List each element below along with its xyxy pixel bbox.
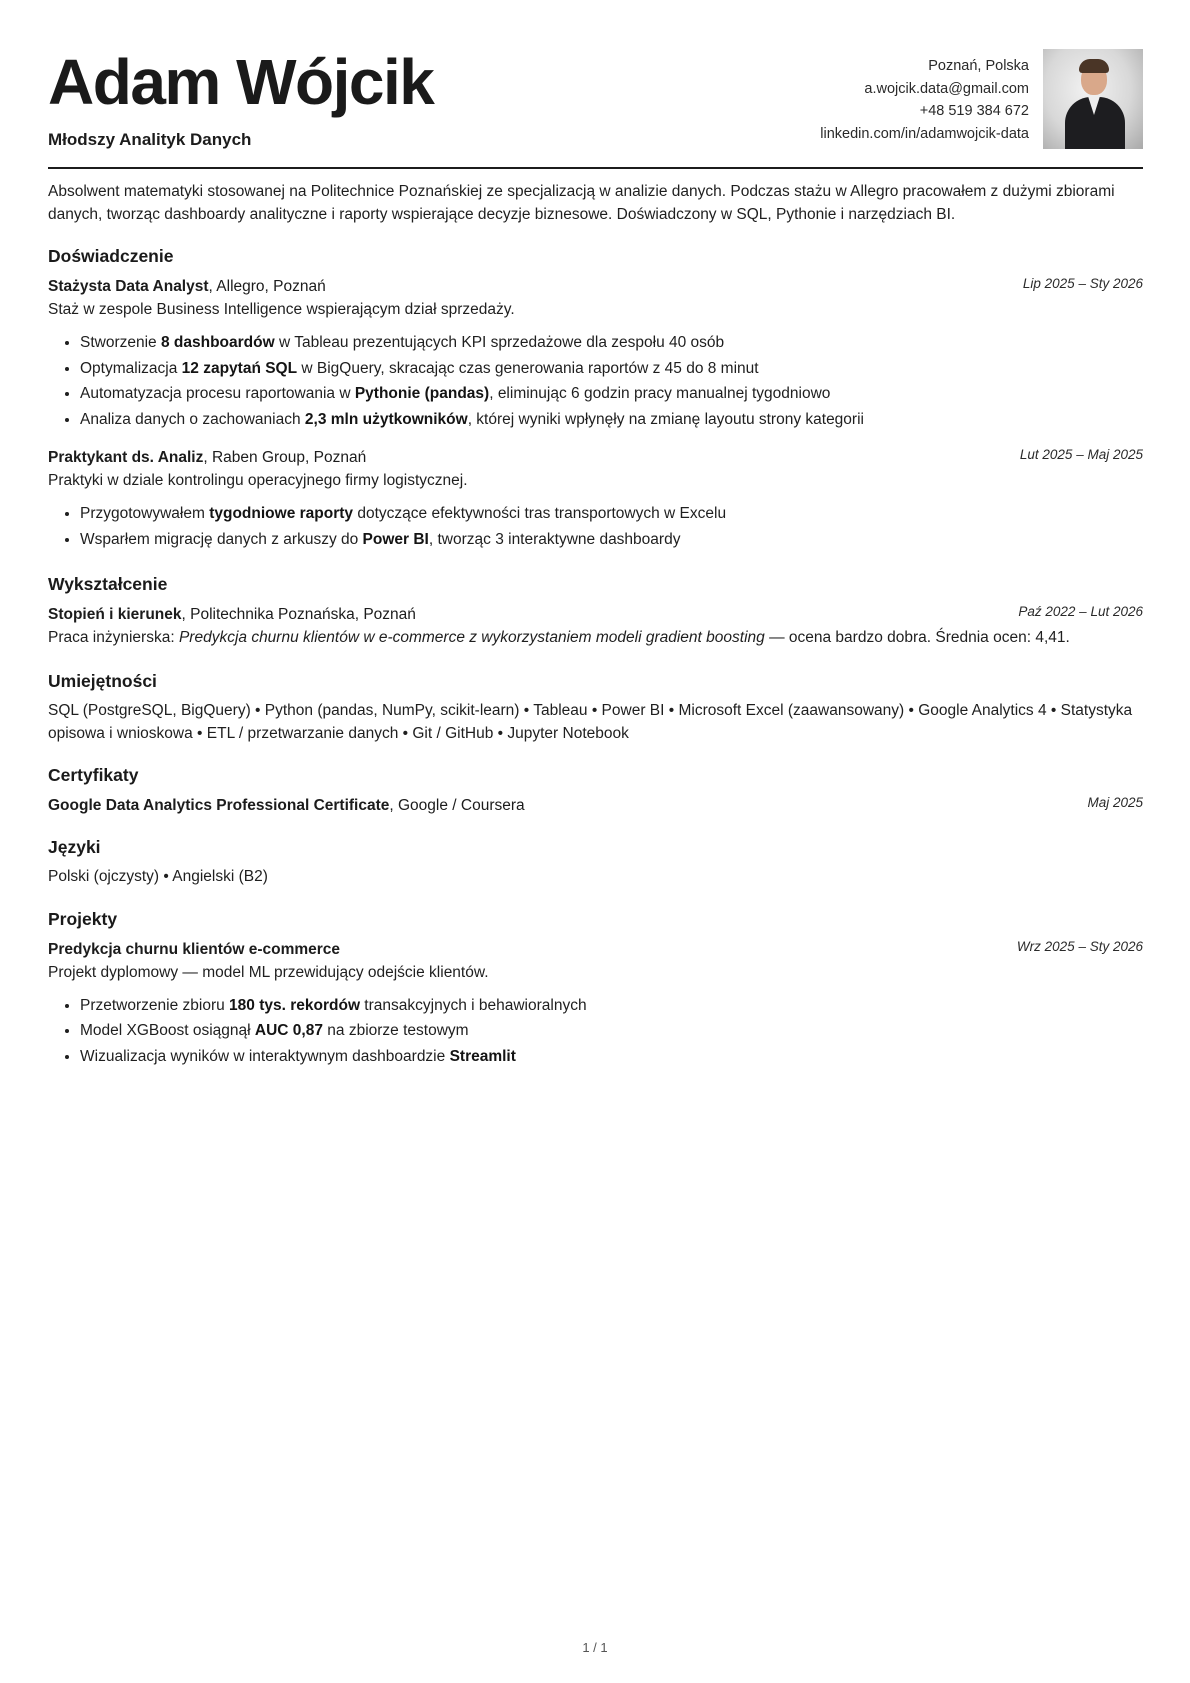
emphasis-text: Streamlit: [449, 1047, 516, 1065]
resume-header: [48, 0, 1143, 169]
section-title: Języki: [48, 837, 101, 857]
emphasis-text: 12 zapytań SQL: [181, 359, 298, 377]
degree-name: Stopień i kierunek: [48, 606, 182, 623]
text-run: Praca inżynierska:: [48, 629, 179, 646]
languages-list: Polski (ojczysty) • Angielski (B2): [48, 868, 268, 885]
text-run: , tworząc 3 interaktywne dashboardy: [428, 530, 681, 548]
entry-heading: [48, 794, 1143, 817]
experience-entry: [48, 446, 1143, 552]
job-organization: , Raben Group, Poznań: [203, 449, 367, 466]
text-run: Model XGBoost osiągnął: [80, 1022, 255, 1039]
text-run: w Tableau prezentujących KPI sprzedażowe dla zespołu 40 osób: [274, 334, 725, 351]
entry-heading: [48, 938, 1143, 961]
text-run: Wizualizacja wyników w interaktywnym dashboardzie: [80, 1047, 450, 1065]
text-run: transakcyjnych i behawioralnych: [360, 996, 587, 1014]
job-description: Staż w zespole Business Intelligence wspierającym dział sprzedaży.: [48, 301, 515, 318]
contact-email[interactable]: a.wojcik.data@gmail.com: [864, 80, 1029, 97]
text-run: Analiza danych o zachowaniach: [80, 410, 305, 428]
section-title: Umiejętności: [48, 671, 157, 691]
text-run: , której wyniki wpłynęły na zmianę layoutu strony kategorii: [467, 410, 864, 428]
text-run: Wsparłem migrację danych z arkuszy do: [80, 530, 363, 548]
job-position: Praktykant ds. Analiz: [48, 449, 204, 466]
section-title: Doświadczenie: [48, 246, 174, 266]
project-description: Projekt dyplomowy — model ML przewidujący odejście klientów.: [48, 963, 489, 981]
candidate-role: Młodszy Analityk Danych: [48, 130, 252, 149]
emphasis-text: Power BI: [362, 530, 429, 548]
entry-heading: [48, 446, 1143, 469]
education-dates: Paź 2022 – Lut 2026: [1018, 604, 1143, 619]
resume-page: [48, 0, 1143, 1077]
education-entry: [48, 603, 1143, 649]
project-name: Predykcja churnu klientów e-commerce: [48, 940, 341, 958]
text-run: w BigQuery, skracając czas generowania raportów z 45 do 8 minut: [297, 359, 759, 377]
text-run: — ocena bardzo dobra. Średnia ocen: 4,41.: [764, 629, 1070, 646]
certificate-entry: [48, 794, 1143, 817]
text-run: Optymalizacja: [80, 359, 182, 377]
job-organization: , Allegro, Poznań: [208, 278, 326, 295]
profile-photo: [1043, 49, 1143, 149]
section-certificates: [48, 765, 1143, 817]
achievement-list: [48, 501, 1143, 552]
skills-list: SQL (PostgreSQL, BigQuery) • Python (pandas, NumPy, scikit-learn) • Tableau • Power BI • Microsoft Excel (zaawansowany) • Google Analytics 4 • Statystyka opisowa i wnioskowa • ETL / przetwarzanie danych • Git / GitHub • Jupyter Notebook: [48, 702, 1133, 742]
achievement-list: [48, 330, 1143, 432]
emphasis-text: 8 dashboardów: [160, 334, 275, 351]
contact-info: [820, 55, 1029, 145]
school-name: , Politechnika Poznańska, Poznań: [181, 606, 416, 623]
entry-heading: [48, 603, 1143, 626]
text-run: Przygotowywałem: [80, 505, 210, 522]
thesis-description: [48, 626, 1143, 649]
project-entry: [48, 938, 1143, 1070]
section-projects: [48, 909, 1143, 1070]
emphasis-text: 180 tys. rekordów: [229, 996, 360, 1014]
text-run: Automatyzacja procesu raportowania w: [80, 385, 355, 402]
emphasis-text: tygodniowe raporty: [209, 505, 354, 522]
job-dates: Lut 2025 – Maj 2025: [1019, 447, 1143, 462]
section-languages: [48, 837, 1143, 889]
job-description: Praktyki w dziale kontrolingu operacyjnego firmy logistycznej.: [48, 472, 468, 489]
achievement-item: [80, 407, 1143, 433]
candidate-name: Adam Wójcik: [48, 46, 434, 118]
section-experience: [48, 246, 1143, 552]
section-title: Certyfikaty: [48, 765, 139, 785]
profile-summary: Absolwent matematyki stosowanej na Politechnice Poznańskiej ze specjalizacją w analizie danych. Podczas stażu w Allegro pracowałem z dużymi zbiorami danych, tworząc dashboardy analityczne i raporty wspierające decyzje biznesowe. Doświadczony w SQL, Pythonie i narzędziach BI.: [48, 183, 1115, 223]
entry-heading: [48, 275, 1143, 298]
achievement-item: [80, 356, 1143, 382]
achievement-item: [80, 501, 1143, 527]
contact-location: Poznań, Polska: [928, 58, 1029, 74]
emphasis-text: AUC 0,87: [254, 1022, 323, 1039]
emphasis-text: 2,3 mln użytkowników: [304, 410, 468, 428]
achievement-item: [80, 993, 1143, 1019]
section-title: Projekty: [48, 908, 118, 929]
job-dates: Lip 2025 – Sty 2026: [1022, 276, 1143, 291]
section-skills: [48, 671, 1143, 745]
job-position: Stażysta Data Analyst: [48, 278, 209, 295]
emphasis-text: Pythonie (pandas): [354, 385, 490, 402]
achievement-item: [80, 330, 1143, 356]
text-run: na zbiorze testowym: [322, 1022, 469, 1039]
text-run: dotyczące efektywności tras transportowych w Excelu: [353, 505, 727, 522]
text-run: Stworzenie: [80, 334, 161, 351]
section-education: [48, 574, 1143, 649]
thesis-title: Predykcja churnu klientów w e-commerce z wykorzystaniem modeli gradient boosting: [178, 629, 765, 646]
achievement-item: [80, 1044, 1143, 1070]
achievement-item: [80, 1018, 1143, 1044]
photo-hair: [1079, 59, 1109, 73]
contact-phone[interactable]: +48 519 384 672: [919, 103, 1029, 119]
certificate-issuer: , Google / Coursera: [389, 797, 525, 814]
text-run: , eliminując 6 godzin pracy manualnej tygodniowo: [489, 385, 831, 402]
achievement-item: [80, 527, 1143, 553]
page-indicator: 1 / 1: [582, 1640, 608, 1655]
experience-entry: [48, 275, 1143, 432]
text-run: Przetworzenie zbioru: [80, 996, 230, 1014]
contact-linkedin[interactable]: linkedin.com/in/adamwojcik-data: [820, 125, 1029, 142]
project-achievement-list: [48, 993, 1143, 1070]
certificate-name: Google Data Analytics Professional Certificate: [48, 797, 390, 814]
project-dates: Wrz 2025 – Sty 2026: [1016, 938, 1143, 954]
section-title: Wykształcenie: [48, 574, 168, 594]
achievement-item: [80, 381, 1143, 407]
certificate-date: Maj 2025: [1087, 795, 1143, 810]
